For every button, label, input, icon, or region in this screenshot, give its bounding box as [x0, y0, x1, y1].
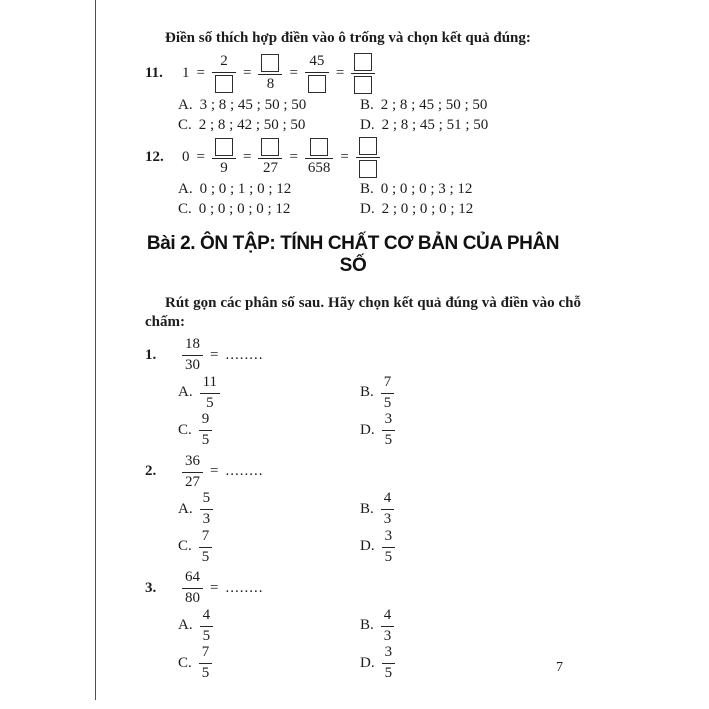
option-label: A.: [178, 384, 193, 401]
option-label: A.: [178, 617, 193, 634]
question-11-equation: [145, 51, 581, 95]
fraction: [212, 137, 236, 177]
option-label: C.: [178, 538, 192, 555]
question-number: 1.: [145, 346, 157, 363]
option-a: [178, 607, 360, 645]
answer-dots: ........: [225, 579, 264, 596]
option-label: B.: [360, 500, 374, 517]
option-text: 0 ; 0 ; 0 ; 3 ; 12: [380, 180, 473, 197]
equals-sign: =: [196, 64, 205, 81]
fraction-numerator: 4: [381, 607, 395, 627]
section-heading: Bài 2. ÔN TẬP: TÍNH CHẤT CƠ BẢN CỦA PHÂN SỐ: [146, 233, 560, 276]
option-b: [360, 95, 581, 115]
option-a: [178, 179, 360, 199]
fraction: [199, 644, 213, 682]
fraction-denominator: 27: [262, 160, 278, 177]
fraction: [182, 336, 203, 374]
fraction: [182, 569, 203, 607]
equals-sign: =: [210, 346, 219, 363]
fraction-denominator: 5: [201, 432, 210, 449]
fraction-numerator: 45: [305, 53, 329, 73]
fraction-numerator: 3: [382, 528, 396, 548]
option-label: B.: [360, 180, 374, 197]
answer-dots: ........: [225, 346, 264, 363]
question-2: [145, 453, 581, 491]
equals-sign: =: [242, 64, 252, 81]
fraction: [356, 136, 380, 178]
option-b: [360, 179, 581, 199]
fraction-numerator: 7: [199, 644, 213, 664]
question-3-options: [178, 607, 581, 682]
fraction-numerator: 36: [182, 453, 203, 473]
option-label: D.: [360, 654, 375, 671]
fraction: [351, 52, 375, 94]
equation-lhs: 1: [182, 64, 190, 81]
option-label: C.: [178, 116, 192, 133]
option-text: 0 ; 0 ; 1 ; 0 ; 12: [199, 180, 292, 197]
fraction-numerator: [258, 53, 282, 75]
fraction-numerator: 18: [182, 336, 203, 356]
question-1-options: [178, 374, 581, 449]
option-a: [178, 490, 360, 528]
fraction: [200, 607, 214, 645]
fraction: [382, 411, 396, 449]
fraction-denominator: 30: [185, 357, 200, 374]
question-number: 12.: [145, 148, 164, 165]
fraction-numerator: 4: [200, 607, 214, 627]
fraction-numerator: 7: [381, 374, 395, 394]
fraction-denominator: 5: [201, 548, 210, 565]
fraction-denominator: 5: [383, 394, 392, 411]
instruction-text: Điền số thích hợp điền vào ô trống và chọn kết quả đúng:: [165, 30, 531, 46]
option-c: [178, 528, 360, 566]
equals-sign: =: [210, 579, 219, 596]
fraction: [305, 53, 329, 93]
fraction-numerator: 4: [381, 490, 395, 510]
option-b: [360, 374, 581, 412]
fraction-numerator: 5: [200, 490, 214, 510]
equals-sign: =: [289, 64, 298, 81]
question-2-options: [178, 490, 581, 565]
question-number: 11.: [145, 64, 163, 81]
blank-box: [354, 53, 372, 71]
option-c: [178, 411, 360, 449]
fraction: [200, 374, 220, 412]
option-a: [178, 374, 360, 412]
fraction-numerator: 9: [199, 411, 213, 431]
fraction-denominator: 5: [384, 432, 393, 449]
fraction-numerator: [356, 136, 380, 158]
fraction-denominator: [305, 73, 329, 93]
fraction-denominator: 3: [383, 511, 392, 528]
fraction-denominator: 658: [307, 160, 331, 177]
option-label: B.: [360, 384, 374, 401]
option-label: B.: [360, 617, 374, 634]
fraction: [381, 490, 395, 528]
fraction-numerator: 3: [382, 411, 396, 431]
blank-box: [215, 138, 233, 156]
blank-box: [215, 75, 233, 93]
option-a: [178, 95, 360, 115]
question-12-equation: [145, 135, 581, 179]
option-label: A.: [178, 180, 193, 197]
option-text: 2 ; 0 ; 0 ; 0 ; 12: [381, 200, 474, 217]
fraction: [182, 453, 203, 491]
option-text: 2 ; 8 ; 42 ; 50 ; 50: [198, 116, 306, 133]
fraction-denominator: 5: [201, 665, 210, 682]
option-text: 2 ; 8 ; 45 ; 51 ; 50: [381, 116, 489, 133]
blank-box: [354, 76, 372, 94]
fraction-denominator: 9: [220, 160, 228, 177]
intro-text: Rút gọn các phân số sau. Hãy chọn kết quả đúng và điền vào chỗ chấm:: [145, 295, 581, 331]
question-1: [145, 336, 581, 374]
equation-lhs: 0: [182, 148, 190, 165]
blank-box: [261, 54, 279, 72]
option-label: C.: [178, 200, 192, 217]
fraction-denominator: 3: [202, 511, 211, 528]
answer-dots: ........: [225, 463, 264, 480]
page-content: [145, 30, 581, 682]
question-number: 3.: [145, 579, 157, 596]
fraction-numerator: 11: [200, 374, 220, 394]
question-11-options: [178, 95, 581, 135]
option-d: [360, 199, 581, 219]
fraction-denominator: [351, 74, 375, 94]
question-number: 2.: [145, 463, 157, 480]
fraction: [199, 528, 213, 566]
option-b: [360, 607, 581, 645]
left-margin-rule: [95, 0, 96, 700]
option-c: [178, 115, 360, 135]
fraction: [382, 528, 396, 566]
question-12-options: [178, 179, 581, 219]
option-label: D.: [360, 116, 375, 133]
fraction: [305, 137, 334, 177]
option-label: D.: [360, 200, 375, 217]
fraction-denominator: 5: [384, 548, 393, 565]
equals-sign: =: [210, 463, 219, 480]
equals-sign: =: [289, 148, 298, 165]
option-c: [178, 644, 360, 682]
fraction-numerator: [305, 137, 334, 159]
option-d: [360, 115, 581, 135]
blank-box: [359, 160, 377, 178]
option-label: D.: [360, 538, 375, 555]
option-label: A.: [178, 96, 193, 113]
fraction: [258, 53, 282, 93]
blank-box: [308, 75, 326, 93]
fraction: [212, 53, 236, 93]
blank-box: [261, 138, 279, 156]
option-text: 3 ; 8 ; 45 ; 50 ; 50: [199, 96, 307, 113]
option-c: [178, 199, 360, 219]
option-label: C.: [178, 654, 192, 671]
question-3: [145, 569, 581, 607]
fraction-numerator: [351, 52, 375, 74]
fraction-denominator: 5: [202, 627, 211, 644]
fraction-denominator: 5: [206, 394, 214, 411]
option-label: C.: [178, 421, 192, 438]
option-b: [360, 490, 581, 528]
equals-sign: =: [242, 148, 252, 165]
page-number: 7: [556, 660, 563, 675]
option-d: [360, 411, 581, 449]
fraction-numerator: [212, 137, 236, 159]
fraction-denominator: 5: [384, 665, 393, 682]
fraction: [381, 374, 395, 412]
fraction: [199, 411, 213, 449]
option-label: D.: [360, 421, 375, 438]
fraction-denominator: [212, 73, 236, 93]
equals-sign: =: [196, 148, 205, 165]
option-d: [360, 644, 581, 682]
fraction: [381, 607, 395, 645]
fraction: [200, 490, 214, 528]
fraction-denominator: 8: [266, 76, 275, 93]
fraction-numerator: 2: [212, 53, 236, 73]
fraction-numerator: 7: [199, 528, 213, 548]
option-d: [360, 528, 581, 566]
fraction-denominator: 3: [383, 627, 392, 644]
blank-box: [359, 137, 377, 155]
fraction-denominator: 27: [185, 473, 200, 490]
fraction-denominator: 80: [185, 590, 200, 607]
fraction-numerator: 3: [382, 644, 396, 664]
option-label: A.: [178, 500, 193, 517]
equals-sign: =: [335, 64, 345, 81]
option-text: 0 ; 0 ; 0 ; 0 ; 12: [198, 200, 291, 217]
fraction-denominator: [356, 158, 380, 178]
equals-sign: =: [340, 148, 349, 165]
blank-box: [310, 138, 328, 156]
fraction: [258, 137, 282, 177]
fraction: [382, 644, 396, 682]
fraction-numerator: [258, 137, 282, 159]
option-label: B.: [360, 96, 374, 113]
option-text: 2 ; 8 ; 45 ; 50 ; 50: [380, 96, 488, 113]
fraction-numerator: 64: [182, 569, 203, 589]
